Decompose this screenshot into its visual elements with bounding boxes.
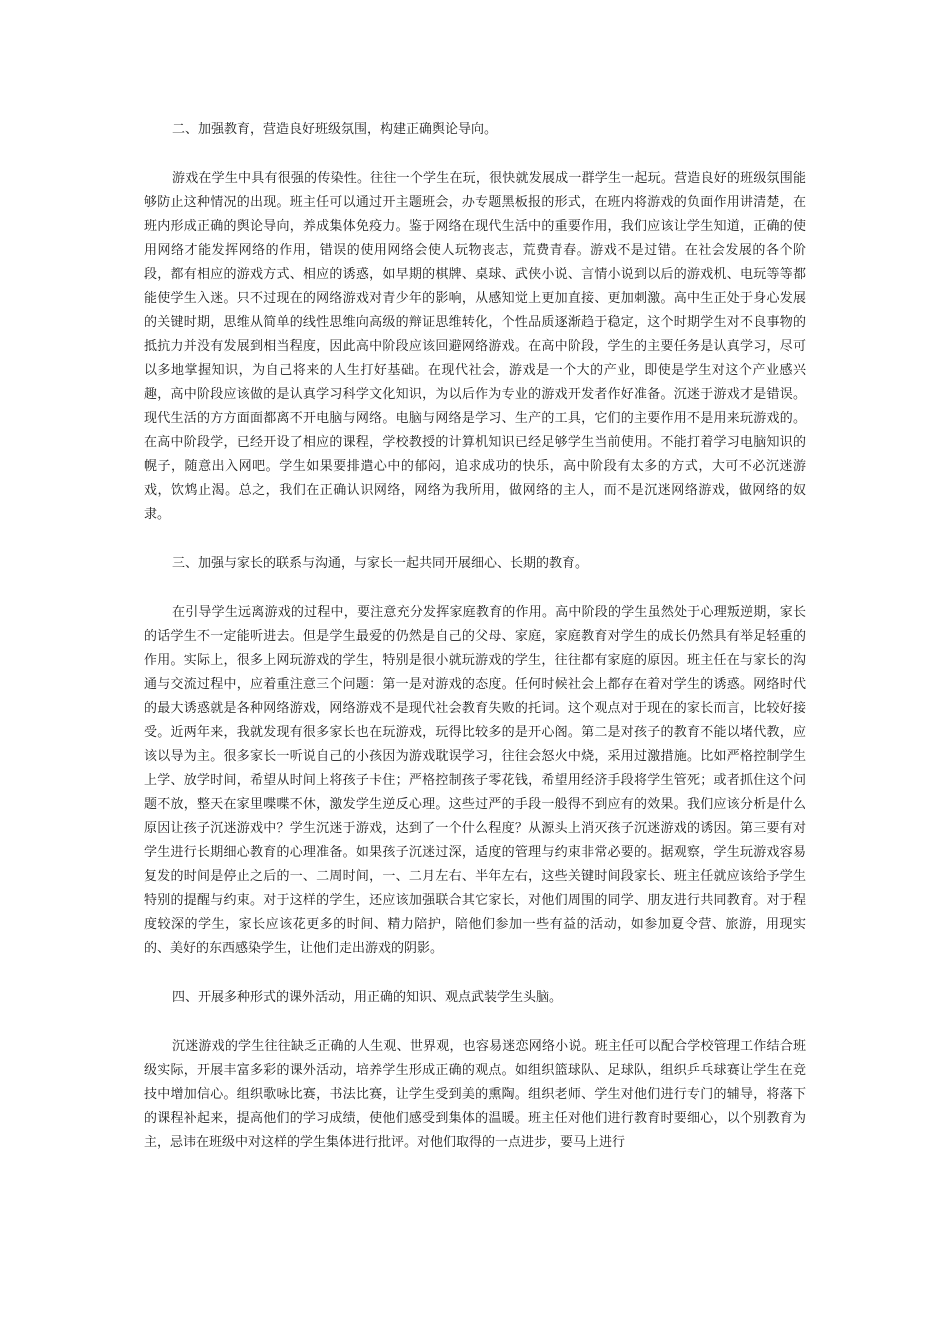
spacer — [144, 527, 806, 552]
spacer — [144, 1010, 806, 1035]
section-paragraph-4: 沉迷游戏的学生往往缺乏正确的人生观、世界观，也容易迷恋网络小说。班主任可以配合学校管理工作结合班级实际，开展丰富多彩的课外活动，培养学生形成正确的观点。如组织篮球队、足球队，组织乒乓球赛让学生在竞技中增加信心。组织歌咏比赛，书法比赛，让学生受到美的熏陶。组织老师、学生对他们进行专门的辅导，将落下的课程补起来，提高他们的学习成绩，使他们感受到集体的温暖。班主任对他们进行教育时要细心，以个别教育为主，忌讳在班级中对这样的学生集体进行批评。对他们取得的一点进步，要马上进行 — [144, 1039, 806, 1150]
section-heading-2: 二、加强教育，营造良好班级氛围，构建正确舆论导向。 — [172, 122, 498, 137]
section-heading-3: 三、加强与家长的联系与沟通，与家长一起共同开展细心、长期的教育。 — [172, 556, 589, 571]
spacer — [144, 576, 806, 601]
spacer — [144, 961, 806, 986]
spacer — [144, 142, 806, 167]
document-page — [144, 118, 806, 1155]
section-paragraph-3: 在引导学生远离游戏的过程中，要注意充分发挥家庭教育的作用。高中阶段的学生虽然处于心理叛逆期，家长的话学生不一定能听进去。但是学生最爱的仍然是自己的父母、家庭，家庭教育对学生的成长仍然具有举足轻重的作用。实际上，很多上网玩游戏的学生，特别是很小就玩游戏的学生，往往都有家庭的原因。班主任在与家长的沟通与交流过程中，应着重注意三个问题：第一是对游戏的态度。任何时候社会上都存在着对学生的诱惑。网络时代的最大诱惑就是各种网络游戏，网络游戏不是现代社会教育失败的托词。这个观点对于现在的家长而言，比较好接受。近两年来，我就发现有很多家长也在玩游戏，玩得比较多的是开心阁。第二是对孩子的教育不能以堵代教，应该以导为主。很多家长一听说自己的小孩因为游戏耽误学习，往往会怒火中烧，采用过激措施。比如严格控制学生上学、放学时间，希望从时间上将孩子卡住；严格控制孩子零花钱，希望用经济手段将学生管死；或者抓住这个问题不放，整天在家里喋喋不休，激发学生逆反心理。这些过严的手段一般得不到应有的效果。我们应该分析是什么原因让孩子沉迷游戏中？学生沉迷于游戏，达到了一个什么程度？从源头上消灭孩子沉迷游戏的诱因。第三要有对学生进行长期细心教育的心理准备。如果孩子沉迷过深，适度的管理与约束非常必要的。据观察，学生玩游戏容易复发的时间是停止之后的一、二周时间，一、二月左右、半年左右，这些关键时间段家长、班主任就应该给予学生特别的提醒与约束。对于这样的学生，还应该加强联合其它家长，对他们周围的同学、朋友进行共同教育。对于程度较深的学生，家长应该花更多的时间、精力陪护，陪他们参加一些有益的活动，如参加夏令营、旅游，用现实的、美好的东西感染学生，让他们走出游戏的阴影。 — [144, 605, 806, 956]
section-paragraph-2: 游戏在学生中具有很强的传染性。往往一个学生在玩，很快就发展成一群学生一起玩。营造良好的班级氛围能够防止这种情况的出现。班主任可以通过开主题班会，办专题黑板报的形式，在班内将游戏的负面作用讲清楚，在班内形成正确的舆论导向，养成集体免疫力。鉴于网络在现代生活中的重要作用，我们应该让学生知道，正确的使用网络才能发挥网络的作用，错误的使用网络会使人玩物丧志，荒费青春。游戏不是过错。在社会发展的各个阶段，都有相应的游戏方式、相应的诱惑，如早期的棋牌、桌球、武侠小说、言情小说到以后的游戏机、电玩等等都能使学生入迷。只不过现在的网络游戏对青少年的影响，从感知觉上更加直接、更加刺激。高中生正处于身心发展的关键时期，思维从简单的线性思维向高级的辩证思维转化，个性品质逐渐趋于稳定，这个时期学生对不良事物的抵抗力并没有发展到相当程度，因此高中阶段应该回避网络游戏。在高中阶段，学生的主要任务是认真学习，尽可以多地掌握知识，为自己将来的人生打好基础。在现代社会，游戏是一个大的产业，即使是学生对这个产业感兴趣，高中阶段应该做的是认真学习科学文化知识，为以后作为专业的游戏开发者作好准备。沉迷于游戏才是错误。现代生活的方方面面都离不开电脑与网络。电脑与网络是学习、生产的工具，它们的主要作用不是用来玩游戏的。在高中阶段学，已经开设了相应的课程，学校教授的计算机知识已经足够学生当前使用。不能打着学习电脑知识的幌子，随意出入网吧。学生如果要排遣心中的郁闷，追求成功的快乐，高中阶段有太多的方式，大可不必沉迷游戏，饮鸩止渴。总之，我们在正确认识网络，网络为我所用，做网络的主人，而不是沉迷网络游戏，做网络的奴隶。 — [144, 171, 806, 522]
section-heading-4: 四、开展多种形式的课外活动，用正确的知识、观点武装学生头脑。 — [172, 990, 563, 1005]
